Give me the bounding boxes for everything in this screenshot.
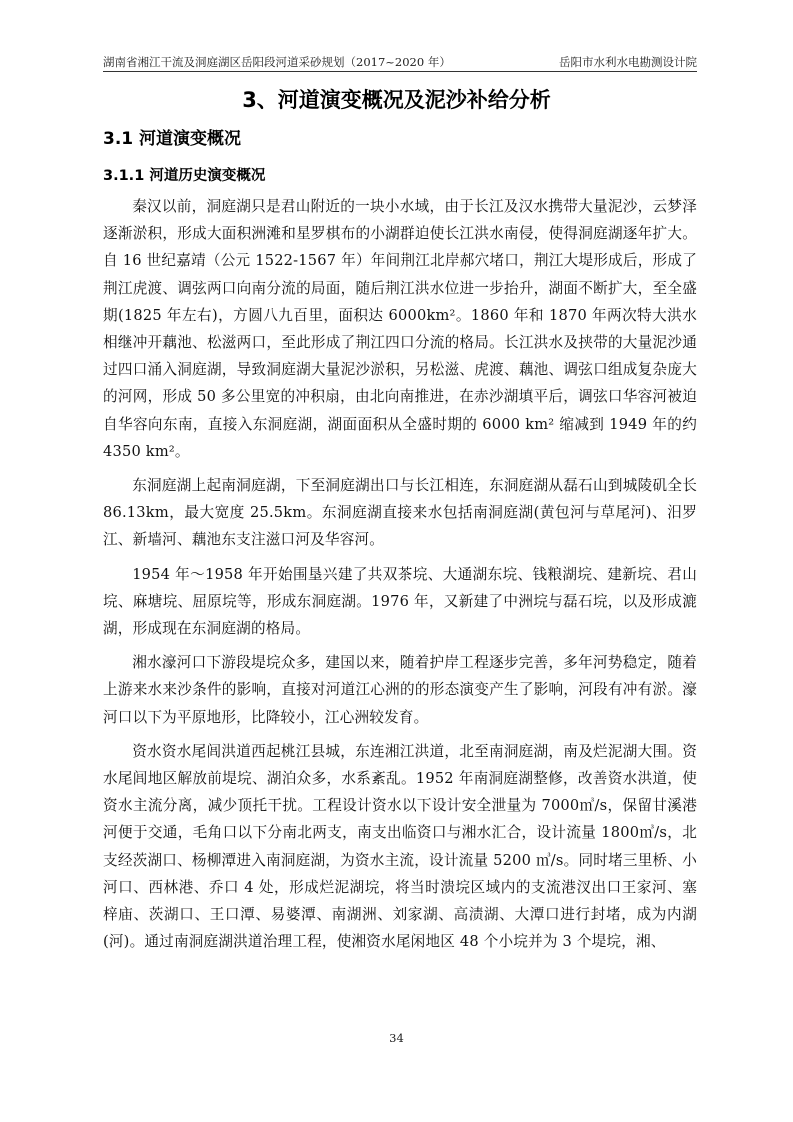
paragraph-zishui: 资水资水尾闾洪道西起桃江县城，东连湘江洪道，北至南洞庭湖，南及烂泥湖大围。资水尾闾地区解放前堤垸、湖泊众多，水系紊乱。1952 年南洞庭湖整修，改善资水洪道，使资水主流分离，减少顶托干扰。工程设计资水以下设计安全泄量为 7000㎥/s，保留甘溪港河便于交通，毛角口以下分南北两支，南支出临资口与湘水汇合，设计流量 1800㎥/s，北支经茨湖口、杨柳潭进入南洞庭湖，为资水主流，设计流量 5200 ㎥/s。同时堵三里桥、小河口、西林港、乔口 4 处，形成烂泥湖垸，将当时溃垸区域内的支流港汊出口王家河、塞梓庙、茨湖口、王口潭、易婆潭、南湖洲、刘家湖、高渍湖、大潭口进行封堵，成为内湖(河)。通过南洞庭湖洪道治理工程，使湘资水尾闲地区 48 个小垸并为 3 个堤垸，湘、 bbox=[103, 742, 697, 951]
header-organization: 岳阳市水利水电勘测设计院 bbox=[559, 55, 697, 69]
paragraph-reclamation: 1954 年～1958 年开始围垦兴建了共双茶垸、大通湖东垸、钱粮湖垸、建新垸、君山垸、麻塘垸、屈原垸等，形成东洞庭湖。1976 年，又新建了中洲垸与磊石垸，以及形成漉湖，形成现在东洞庭湖的格局。 bbox=[103, 565, 697, 638]
subsection-title: 3.1.1 河道历史演变概况 bbox=[103, 168, 266, 184]
header-divider bbox=[103, 71, 697, 72]
paragraph-history: 秦汉以前，洞庭湖只是君山附近的一块小水域，由于长江及汉水携带大量泥沙，云梦泽逐渐淤积，形成大面积洲滩和星罗棋布的小湖群迫使长江洪水南侵，使得洞庭湖逐年扩大。自 16 世纪嘉靖（公元 1522-1567 年）年间荆江北岸郝穴堵口，荆江大堤形成后，形成了荆江虎渡、调弦两口向南分流的局面，随后荆江洪水位进一步抬升，湖面不断扩大，至全盛期(1825 年左右)，方圆八九百里，面积达 6000km²。1860 年和 1870 年两次特大洪水相继冲开藕池、松滋两口，至此形成了荆江四口分流的格局。长江洪水及挟带的大量泥沙通过四口涌入洞庭湖，导致洞庭湖大量泥沙淤积，另松滋、虎渡、藕池、调弦口组成复杂庞大的河网，形成 50 多公里宽的冲积扇，由北向南推进，在赤沙湖填平后，调弦口华容河被迫自华容向东南，直接入东洞庭湖，湖面面积从全盛时期的 6000 km² 缩减到 1949 年的约 4350 km²。 bbox=[103, 198, 697, 460]
running-header bbox=[103, 55, 697, 69]
page-number: 34 bbox=[389, 1031, 404, 1045]
paragraph-east-dongting: 东洞庭湖上起南洞庭湖，下至洞庭湖出口与长江相连，东洞庭湖从磊石山到城陵矶全长 86.13km，最大宽度 25.5km。东洞庭湖直接来水包括南洞庭湖(黄包河与草尾河)、汨罗江、新墙河、藕池东支注滋口河及华容河。 bbox=[103, 477, 697, 549]
paragraph-xiangshui: 湘水濠河口下游段堤垸众多，建国以来，随着护岸工程逐步完善，多年河势稳定，随着上游来水来沙条件的影响，直接对河道江心洲的的形态演变产生了影响，河段有冲有淤。濠河口以下为平原地形，比降较小，江心洲较发育。 bbox=[103, 654, 697, 726]
body-text bbox=[103, 193, 697, 962]
chapter-title: 3、河道演变概况及泥沙补给分析 bbox=[242, 88, 551, 112]
header-document-title: 湖南省湘江干流及洞庭湖区岳阳段河道采砂规划（2017~2020 年） bbox=[103, 55, 451, 69]
section-title: 3.1 河道演变概况 bbox=[103, 129, 242, 149]
